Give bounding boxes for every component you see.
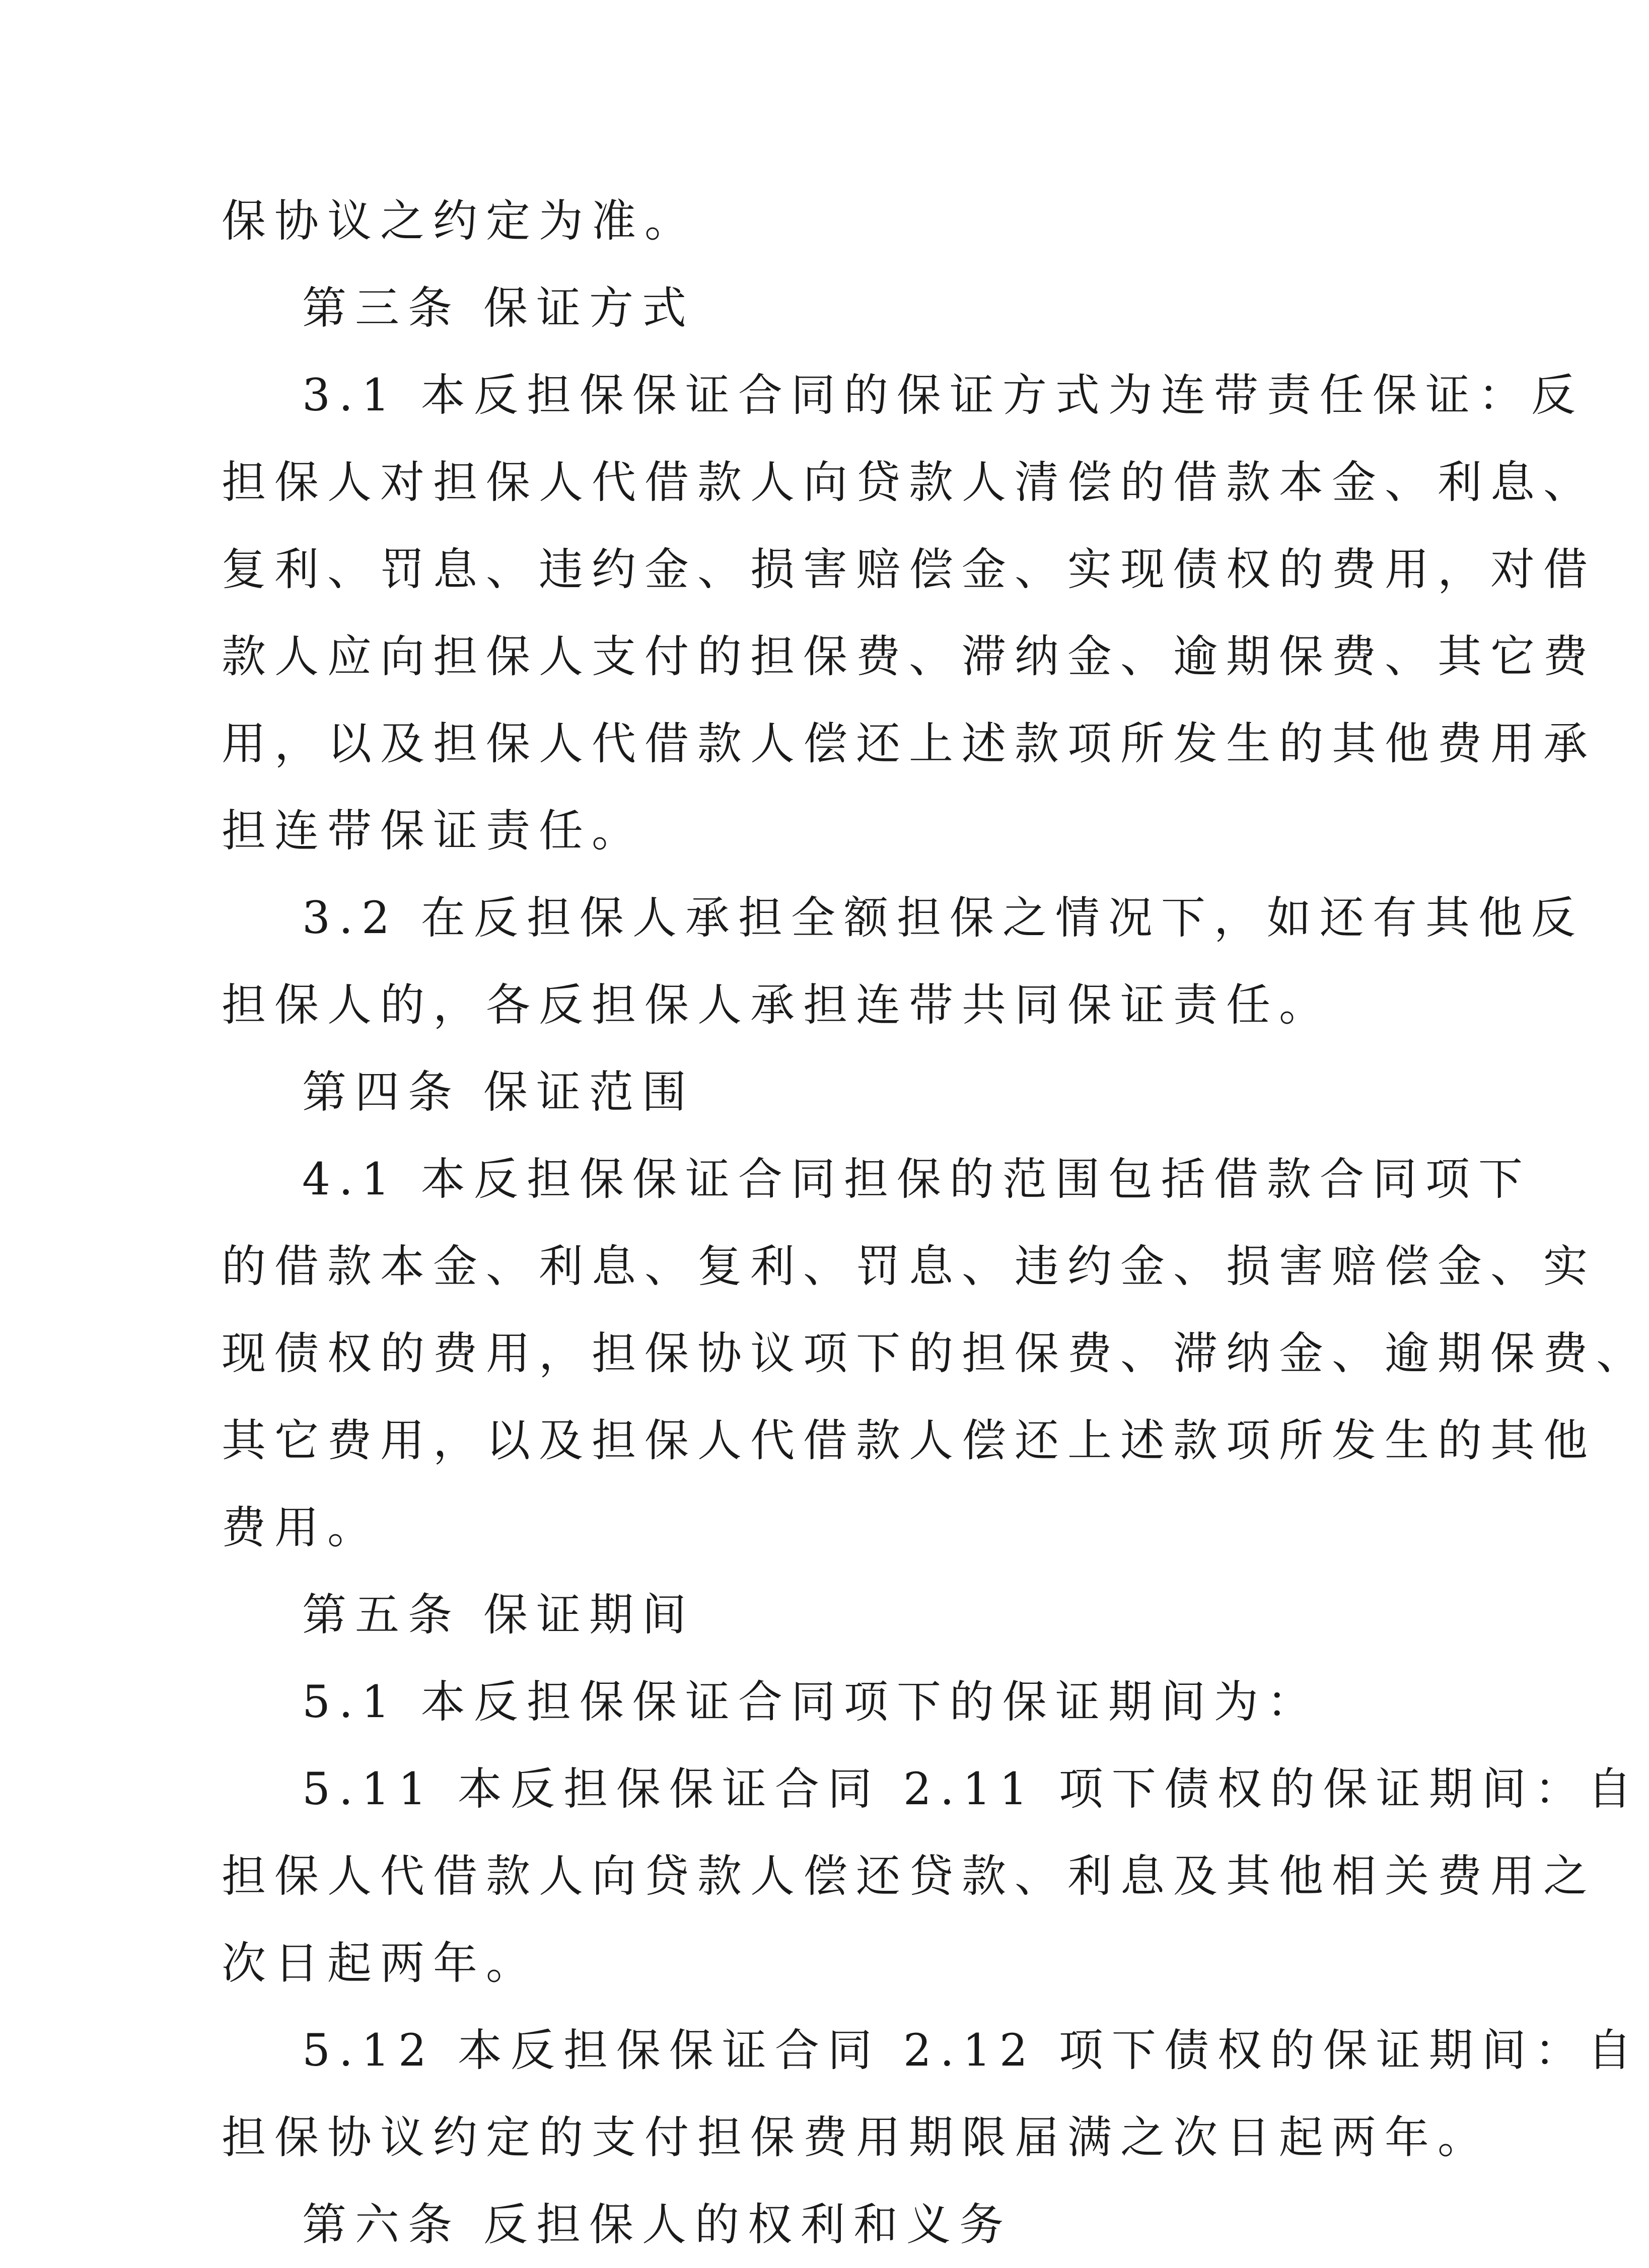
text-line: 担连带保证责任。: [222, 805, 645, 857]
text-line: 费用。: [222, 1502, 381, 1553]
text-line: 款人应向担保人支付的担保费、滞纳金、逾期保费、其它费: [222, 630, 1597, 682]
text-line: 5.12 本反担保保证合同 2.12 项下债权的保证期间：自: [302, 2024, 1640, 2076]
contract-text-body: [222, 177, 1649, 2268]
text-line: 3.1 本反担保保证合同的保证方式为连带责任保证：反: [302, 369, 1584, 421]
text-line: 复利、罚息、违约金、损害赔偿金、实现债权的费用，对借: [222, 543, 1597, 595]
section-heading-article-3: 第三条 保证方式: [302, 282, 695, 334]
text-line: 用，以及担保人代借款人偿还上述款项所发生的其他费用承: [222, 718, 1597, 769]
text-line: 5.1 本反担保保证合同项下的保证期间为：: [302, 1676, 1320, 1728]
text-line: 担保协议约定的支付担保费用期限届满之次日起两年。: [222, 2111, 1491, 2163]
section-heading-article-4: 第四条 保证范围: [302, 1066, 695, 1118]
text-line: 现债权的费用，担保协议项下的担保费、滞纳金、逾期保费、: [222, 1327, 1649, 1379]
text-line: 担保人代借款人向贷款人偿还贷款、利息及其他相关费用之: [222, 1850, 1597, 1902]
text-line: 的借款本金、利息、复利、罚息、违约金、损害赔偿金、实: [222, 1240, 1597, 1292]
text-line: 5.11 本反担保保证合同 2.11 项下债权的保证期间：自: [302, 1763, 1640, 1815]
text-line: 次日起两年。: [222, 1937, 539, 1989]
section-heading-article-5: 第五条 保证期间: [302, 1589, 695, 1641]
section-heading-article-6: 第六条 反担保人的权利和义务: [302, 2199, 1012, 2250]
text-line: 担保人的，各反担保人承担连带共同保证责任。: [222, 979, 1332, 1031]
text-line: 保协议之约定为准。: [222, 195, 698, 247]
text-line: 4.1 本反担保保证合同担保的范围包括借款合同项下: [302, 1153, 1531, 1205]
text-line: 担保人对担保人代借款人向贷款人清偿的借款本金、利息、: [222, 456, 1597, 508]
text-line: 3.2 在反担保人承担全额担保之情况下，如还有其他反: [302, 892, 1584, 944]
text-line: 其它费用，以及担保人代借款人偿还上述款项所发生的其他: [222, 1414, 1597, 1466]
